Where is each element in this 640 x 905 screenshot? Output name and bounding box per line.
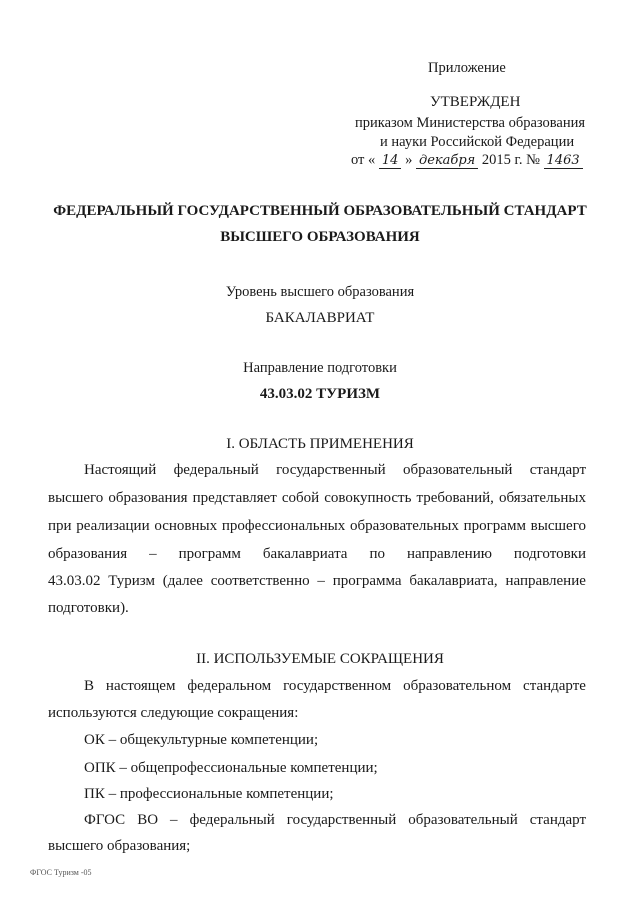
word: образовательный [402, 462, 513, 478]
word: высшего [48, 490, 104, 506]
word: образования [48, 546, 128, 562]
word: подготовки [513, 546, 586, 562]
level-value: БАКАЛАВРИАТ [265, 310, 375, 326]
word: федеральный [173, 462, 259, 478]
word: настоящем [105, 678, 176, 694]
word: Туризм [108, 573, 155, 589]
approval-line-2: и науки Российской Федерации [380, 134, 575, 150]
word: ФГОС [84, 812, 126, 828]
section-1-line-2 [48, 490, 586, 507]
word: государственный [286, 812, 397, 828]
direction-label: Направление подготовки [243, 360, 397, 376]
word: бакалавриата [262, 546, 348, 562]
appendix-label: Приложение [428, 60, 506, 76]
section-1-line-4 [48, 546, 586, 563]
word: собой [281, 490, 320, 506]
date-prefix: от « [351, 152, 376, 168]
abbreviation-pk: ПК – профессиональные компетенции; [84, 786, 334, 802]
word: – [149, 546, 157, 562]
date-month: декабря [416, 153, 478, 169]
word: стандарте [523, 678, 586, 694]
word: образования [108, 490, 188, 506]
abbreviation-opk: ОПК – общепрофессиональные компетенции; [84, 760, 378, 776]
word: государственный [276, 462, 386, 478]
word: основных [154, 518, 218, 534]
word: требований, [416, 490, 494, 506]
word: высшего [530, 518, 586, 534]
word: – [170, 812, 178, 828]
section-1-line-5 [48, 573, 586, 590]
abbreviation-ok: ОК – общекультурные компетенции; [84, 732, 319, 748]
word: стандарт [529, 462, 586, 478]
doc-title-line-2: ВЫСШЕГО ОБРАЗОВАНИЯ [220, 229, 420, 245]
word: образовательный [408, 812, 518, 828]
word: направление [505, 573, 586, 589]
date-day: 14 [379, 153, 402, 169]
word: по [369, 546, 385, 562]
word: соответственно [210, 573, 310, 589]
approved-stamp: УТВЕРЖДЕН [430, 94, 521, 110]
word: государственном [283, 678, 392, 694]
order-number: 1463 [544, 153, 583, 169]
word: стандарт [529, 812, 586, 828]
section-1-heading: I. ОБЛАСТЬ ПРИМЕНЕНИЯ [226, 436, 414, 452]
level-label: Уровень высшего образования [225, 284, 415, 300]
section-2-intro-line-1 [84, 678, 586, 695]
word: программа [332, 573, 402, 589]
word: 43.03.02 [48, 573, 101, 589]
section-1-line-6: подготовки). [48, 600, 129, 616]
word: представляет [192, 490, 277, 506]
approval-line-1: приказом Министерства образования [355, 115, 586, 131]
word: – [317, 573, 325, 589]
doc-title-line-1: ФЕДЕРАЛЬНЫЙ ГОСУДАРСТВЕННЫЙ ОБРАЗОВАТЕЛЬНЫЙ СТАНДАРТ [53, 203, 587, 219]
word: В [84, 678, 95, 694]
word: при [48, 518, 72, 534]
word: обязательных [499, 490, 586, 506]
word: (далее [162, 573, 203, 589]
word: образовательном [403, 678, 512, 694]
date-year: 2015 г. № [481, 152, 540, 168]
direction-value: 43.03.02 ТУРИЗМ [259, 386, 381, 402]
section-1-line-3 [48, 518, 586, 535]
abbreviation-fgos-line-1 [84, 812, 586, 829]
page-footer: ФГОС Туризм -05 [30, 868, 92, 877]
abbreviation-fgos-line-2: высшего образования; [48, 838, 191, 854]
section-2-intro-line-2: используются следующие сокращения: [48, 705, 299, 721]
word: направлению [406, 546, 492, 562]
section-2-heading: II. ИСПОЛЬЗУЕМЫЕ СОКРАЩЕНИЯ [196, 651, 444, 667]
word: ВО [137, 812, 159, 828]
word: федеральный [189, 812, 275, 828]
word: образовательных [349, 518, 459, 534]
approval-date-line [351, 152, 583, 169]
word: Настоящий [84, 462, 157, 478]
word: программ [178, 546, 241, 562]
date-mid: » [405, 152, 413, 168]
word: профессиональных [221, 518, 346, 534]
word: федеральном [187, 678, 272, 694]
word: реализации [76, 518, 150, 534]
word: программ [463, 518, 526, 534]
word: совокупность [324, 490, 412, 506]
section-1-line-1 [84, 462, 586, 479]
word: бакалавриата, [409, 573, 498, 589]
